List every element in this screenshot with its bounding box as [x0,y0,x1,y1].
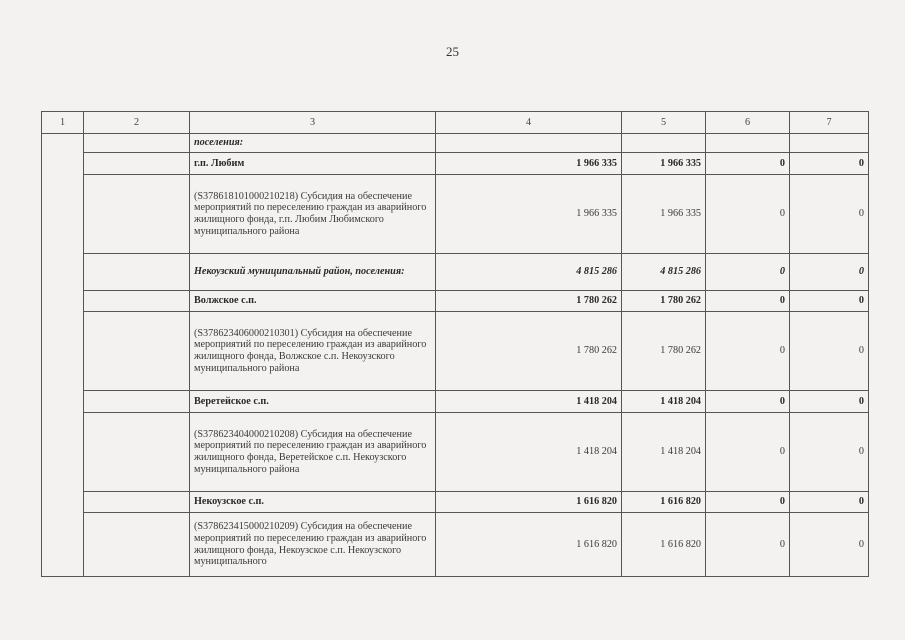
table-cell-col2 [84,175,190,254]
row-value-col7: 0 [790,513,869,577]
column-header: 1 [42,112,84,134]
row-description: поселения: [190,134,436,153]
row-value-col7: 0 [790,391,869,413]
row-value-col4: 1 780 262 [436,291,622,312]
table-cell-col2 [84,413,190,492]
table-cell-col2 [84,492,190,513]
row-value-col7: 0 [790,175,869,254]
row-value-col5 [622,134,706,153]
row-description: Волжское с.п. [190,291,436,312]
row-value-col4: 1 418 204 [436,391,622,413]
row-value-col6: 0 [706,312,790,391]
row-value-col5: 1 418 204 [622,413,706,492]
table-cell-col2 [84,153,190,175]
row-description: г.п. Любим [190,153,436,175]
column-header: 4 [436,112,622,134]
table-row [42,134,869,153]
row-value-col6: 0 [706,513,790,577]
row-value-col5: 1 616 820 [622,492,706,513]
table-cell-col2 [84,254,190,291]
row-value-col7: 0 [790,291,869,312]
row-value-col7: 0 [790,492,869,513]
page-number: 25 [446,44,459,59]
row-value-col6: 0 [706,291,790,312]
row-description: (S378623406000210301) Субсидия на обеспечение мероприятий по переселению граждан из аварийного жилищного фонда, Волжское с.п. Некоузского муниципального района [190,312,436,391]
table-row [42,513,869,577]
table-row [42,413,869,492]
column-header: 6 [706,112,790,134]
row-value-col6 [706,134,790,153]
row-value-col4: 4 815 286 [436,254,622,291]
table-cell-col2 [84,134,190,153]
row-value-col5: 1 780 262 [622,291,706,312]
table-cell-col2 [84,513,190,577]
column-header: 5 [622,112,706,134]
table-row [42,492,869,513]
row-value-col5: 1 966 335 [622,175,706,254]
row-value-col6: 0 [706,391,790,413]
table-row [42,391,869,413]
column-header: 2 [84,112,190,134]
row-description: (S378623404000210208) Субсидия на обеспечение мероприятий по переселению граждан из аварийного жилищного фонда, Веретейское с.п. Некоузского муниципального района [190,413,436,492]
row-value-col6: 0 [706,175,790,254]
row-value-col4: 1 966 335 [436,175,622,254]
table-row [42,175,869,254]
table-cell-col1 [42,134,84,577]
row-value-col5: 1 966 335 [622,153,706,175]
row-description: Веретейское с.п. [190,391,436,413]
column-header: 3 [190,112,436,134]
table-row [42,153,869,175]
row-value-col5: 1 418 204 [622,391,706,413]
row-value-col4 [436,134,622,153]
table-row [42,254,869,291]
row-value-col4: 1 616 820 [436,492,622,513]
row-description: (S378623415000210209) Субсидия на обеспечение мероприятий по переселению граждан из аварийного жилищного фонда, Некоузское с.п. Некоузского муниципального [190,513,436,577]
row-value-col6: 0 [706,153,790,175]
row-description: Некоузский муниципальный район, поселения: [190,254,436,291]
table-header-row [42,112,869,134]
table-cell-col2 [84,391,190,413]
row-value-col7: 0 [790,312,869,391]
table-row [42,291,869,312]
row-value-col5: 4 815 286 [622,254,706,291]
row-value-col4: 1 966 335 [436,153,622,175]
row-value-col5: 1 616 820 [622,513,706,577]
row-value-col5: 1 780 262 [622,312,706,391]
row-value-col4: 1 616 820 [436,513,622,577]
row-description: (S378618101000210218) Субсидия на обеспечение мероприятий по переселению граждан из аварийного жилищного фонда, г.п. Любим Любимского муниципального района [190,175,436,254]
row-value-col6: 0 [706,413,790,492]
row-value-col7 [790,134,869,153]
row-description: Некоузское с.п. [190,492,436,513]
row-value-col7: 0 [790,153,869,175]
row-value-col7: 0 [790,413,869,492]
budget-table [41,111,869,577]
column-header: 7 [790,112,869,134]
row-value-col6: 0 [706,254,790,291]
table-cell-col2 [84,291,190,312]
row-value-col7: 0 [790,254,869,291]
row-value-col4: 1 418 204 [436,413,622,492]
table-cell-col2 [84,312,190,391]
table-row [42,312,869,391]
row-value-col4: 1 780 262 [436,312,622,391]
row-value-col6: 0 [706,492,790,513]
